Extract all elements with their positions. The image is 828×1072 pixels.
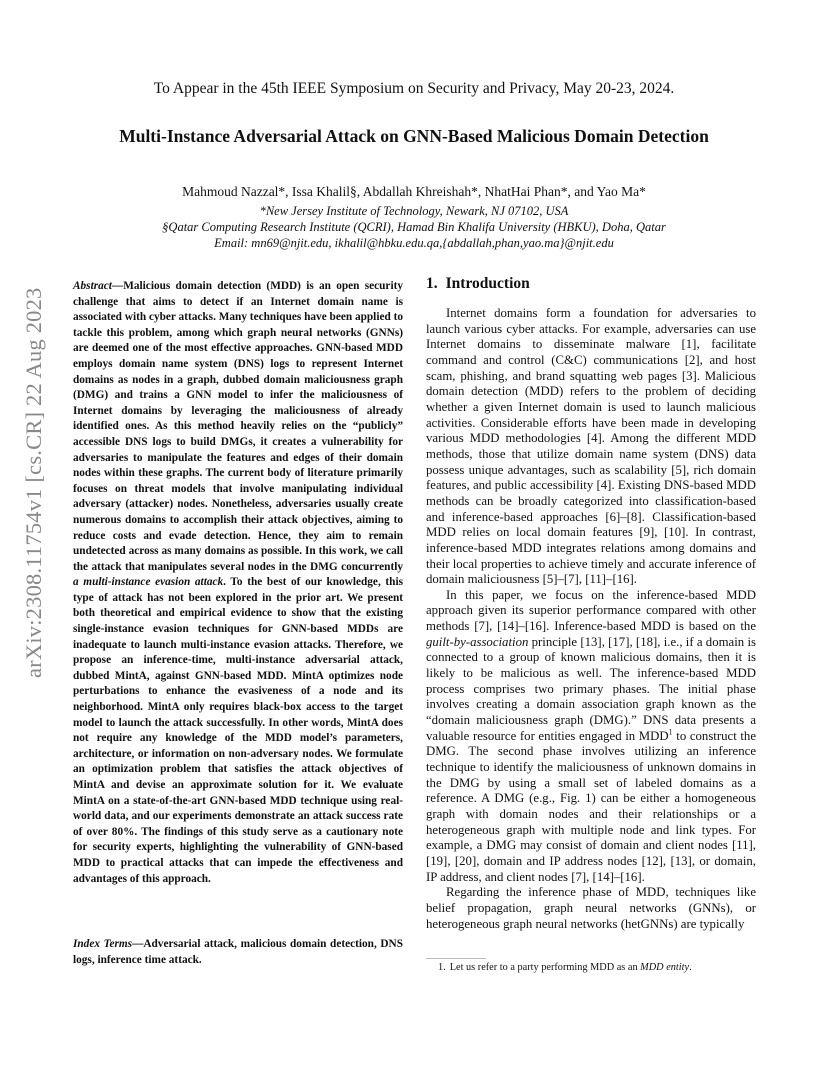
author-emails: Email: mn69@njit.edu, ikhalil@hbku.edu.qa,{abdallah,phan,yao.ma}@njit.edu	[214, 236, 614, 250]
abstract-text-1: Malicious domain detection (MDD) is an open security challenge that aims to detect if an Internet domain name is associated with cyber attacks. Many techniques have been applied to tackle this problem, among which graph neural networks (GNNs) are deemed one of the most effective approaches. GNN-based MDD employs domain name system (DNS) logs to represent Internet domains as nodes in a graph, dubbed domain maliciousness graph (DMG) and trains a GNN model to infer the maliciousness of Internet domains by leveraging the maliciousness of already identified ones. As this method heavily relies on the “publicly” accessible DNS logs to build DMGs, it creates a vulnerability for adversaries to manipulate the features and edges of their domain nodes within these graphs. The current body of literature primarily focuses on threat models that involve manipulating individual adversary (attacker) nodes. Nonetheless, adversaries usually create numerous domains to accomplish their attack objectives, aiming to reduce costs and evade detection. Hence, they aim to remain undetected across as many domains as possible. In this work, we call the attack that manipulates several nodes in the DMG concurrently	[73, 280, 403, 573]
footnote-number: 1.	[438, 962, 446, 973]
intro-p2-part-c: to construct the DMG. The second phase involves utilizing an inference technique to identify the maliciousness of unknown domains in the DMG by using a small set of labeled domains as a reference. A DMG (e.g., Fig. 1) can be either a homogeneous graph with domain nodes and their relationships or a heterogeneous graph with multiple node and link types. For example, a DMG may consist of domain and client nodes [11], [19], [20], domain and IP address nodes [12], [13], or domain, IP address, and client nodes [7], [14]–[16].	[426, 728, 756, 884]
index-terms-lead: Index Terms	[73, 938, 133, 950]
intro-paragraph-1: Internet domains form a foundation for adversaries to launch various cyber attacks. For example, adversaries can use Internet domains to disseminate malware [1], facilitate command and control (C&C) communications [2], and host scam, phishing, and brand squatting web pages [3]. Malicious domain detection (MDD) refers to the problem of deciding whether a given Internet domain is used to launch malicious activities. Considerable efforts have been made in developing various MDD methodologies [4]. Among the different MDD methods, those that utilize domain name system (DNS) data possess unique advantages, such as scalability [5], rich domain features, and public accessibility [4]. Existing DNS-based MDD methods can be broadly categorized into classification-based and inference-based approaches [6]–[8]. Classification-based MDD relies on local domain features [9], [10]. In contrast, inference-based MDD integrates relations among domains and their local properties to achieve timely and accurate inference of domain maliciousness [5]–[7], [11]–[16].	[426, 306, 756, 587]
abstract-emphasis: a multi-instance evasion attack	[73, 576, 224, 589]
author-list: Mahmoud Nazzal*, Issa Khalil§, Abdallah Khreishah*, NhatHai Phan*, and Yao Ma*	[182, 184, 646, 199]
index-terms-dash: —	[132, 938, 144, 950]
section-title: Introduction	[445, 275, 530, 292]
intro-paragraph-3: Regarding the inference phase of MDD, techniques like belief propagation, graph neural networks (GNNs), or heterogeneous graph neural networks (hetGNNs) are typically	[426, 885, 756, 931]
arxiv-stamp: arXiv:2308.11754v1 [cs.CR] 22 Aug 2023	[21, 287, 46, 679]
footnote-divider	[426, 958, 486, 959]
index-terms	[73, 937, 403, 968]
footnote-text: Let us refer to a party performing MDD as an	[449, 962, 641, 973]
footnote	[438, 962, 758, 973]
intro-p2-emphasis: guilt-by-association	[426, 634, 529, 649]
paper-title: Multi-Instance Adversarial Attack on GNN-Based Malicious Domain Detection	[119, 126, 709, 146]
abstract-lead: Abstract	[73, 280, 112, 292]
affiliation-njit: *New Jersey Institute of Technology, Newark, NJ 07102, USA	[259, 204, 569, 218]
footnote-marker[interactable]: 1	[668, 727, 673, 737]
section-heading	[426, 275, 530, 293]
abstract-dash: —	[111, 280, 124, 292]
affiliation-qcri: §Qatar Computing Research Institute (QCRI), Hamad Bin Khalifa University (HBKU), Doha, Qatar	[162, 220, 666, 234]
intro-paragraph-2	[426, 588, 756, 885]
abstract-text-2: . To the best of our knowledge, this type of attack has not been explored in the prior art. We present both theoretical and empirical evidence to show that the existing single-instance evasion techniques for GNN-based MDDs are inadequate to launch multi-instance evasion attacks. Therefore, we propose an inference-time, multi-instance adversarial attack, dubbed MintA, against GNN-based MDD. MintA optimizes node perturbations to enhance the evasiveness of a node and its neighborhood. MintA only requires black-box access to the target model to launch the attack successfully. In other words, MintA does not require any knowledge of the MDD model’s parameters, architecture, or information on non-adversary nodes. We formulate an optimization problem that satisfies the attack objectives of MintA and devise an approximate solution for it. We evaluate MintA on a state-of-the-art GNN-based MDD technique using real-world data, and our experiments demonstrate an attack success rate of over 80%. The findings of this study serve as a cautionary note for security experts, highlighting the vulnerability of GNN-based MDD to practical attacks that can impede the effectiveness and advantages of this approach.	[73, 576, 403, 885]
section-number: 1.	[426, 275, 438, 292]
footnote-emphasis: MDD entity	[640, 962, 690, 973]
footnote-end: .	[689, 962, 692, 973]
abstract	[73, 279, 403, 887]
intro-p2-part-b: principle [13], [17], [18], i.e., if a domain is connected to a group of known malicious domains, then it is likely to be malicious as well. The inference-based MDD process comprises two primary phases. The initial phase involves creating a domain association graph known as the “domain maliciousness graph (DMG).” DNS data presents a valuable resource for entities engaged in MDD	[426, 634, 756, 743]
venue-line: To Appear in the 45th IEEE Symposium on Security and Privacy, May 20-23, 2024.	[153, 80, 675, 97]
index-terms-text: Adversarial attack, malicious domain detection, DNS logs, inference time attack.	[73, 938, 403, 966]
intro-p2-part-a: In this paper, we focus on the inference-based MDD approach given its superior performance compared with other methods [7], [14]–[16]. Inference-based MDD is based on the	[426, 587, 756, 634]
introduction-body	[426, 306, 756, 932]
